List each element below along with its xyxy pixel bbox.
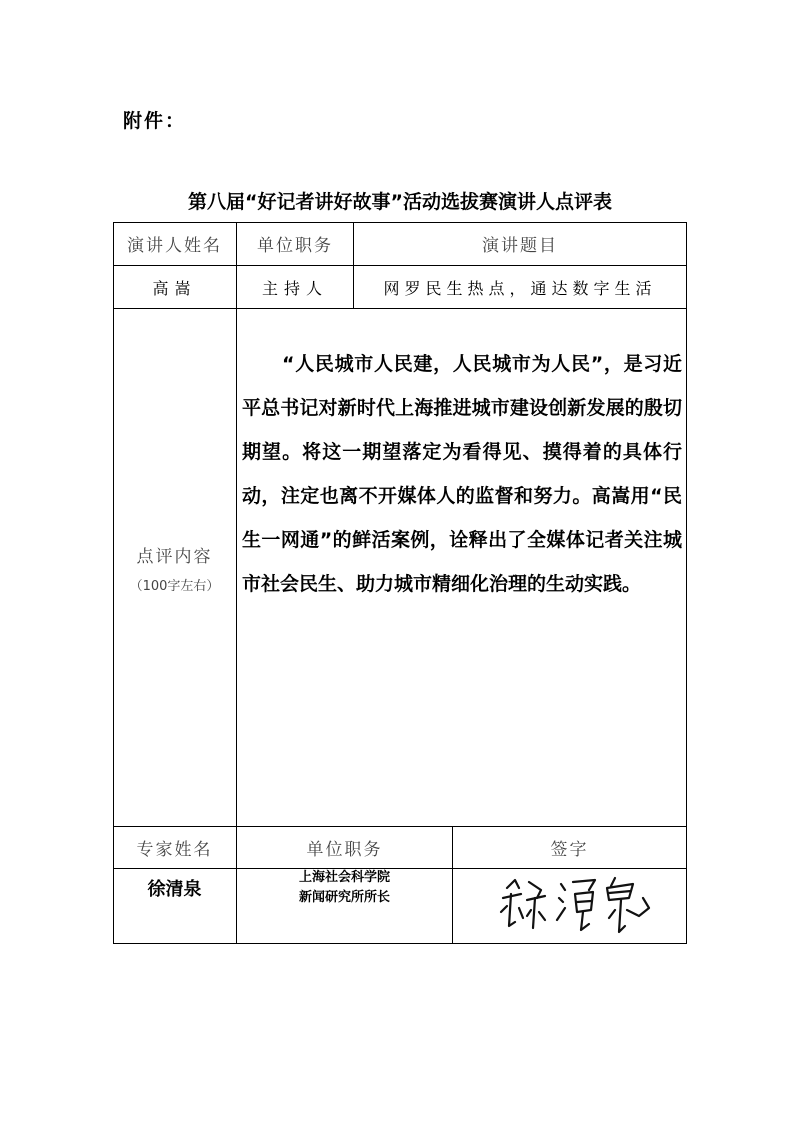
header-speech-topic: 演讲题目 — [482, 236, 558, 256]
speech-topic: 网罗民生热点，通达数字生活 — [383, 278, 657, 298]
comment-text: “人民城市人民建，人民城市为人民”，是习近平总书记对新时代上海推进城市建设创新发展的殷切期望。将这一期望落定为看得见、摸得着的具体行动，注定也离不开媒体人的监督和努力。高嵩用“民生一网通”的鲜活案例，诠释出了全媒体记者关注城市社会民生、助力城市精细化治理的生动实践。 — [242, 353, 682, 595]
speaker-name: 高嵩 — [152, 278, 197, 298]
header-expert-unit-position: 单位职务 — [306, 840, 383, 860]
handwritten-signature — [493, 868, 663, 938]
form-title: 第八届“好记者讲好故事”活动选拔赛演讲人点评表 — [188, 191, 612, 213]
header-unit-position: 单位职务 — [257, 236, 333, 256]
header-signature: 签字 — [550, 840, 589, 860]
attachment-label: 附件： — [123, 110, 187, 132]
expert-org-line2: 新闻研究所所长 — [298, 890, 390, 905]
comment-label: 点评内容 — [136, 546, 213, 567]
expert-org — [237, 869, 452, 907]
expert-name: 徐清泉 — [147, 879, 202, 900]
evaluation-table — [113, 222, 687, 944]
comment-label-cell — [113, 309, 236, 826]
comment-sublabel: （100字左右） — [129, 578, 220, 594]
header-expert-name: 专家姓名 — [136, 840, 213, 860]
speaker-position: 主持人 — [261, 278, 328, 298]
expert-org-line1: 上海社会科学院 — [298, 870, 390, 885]
header-speaker-name: 演讲人姓名 — [127, 236, 222, 256]
